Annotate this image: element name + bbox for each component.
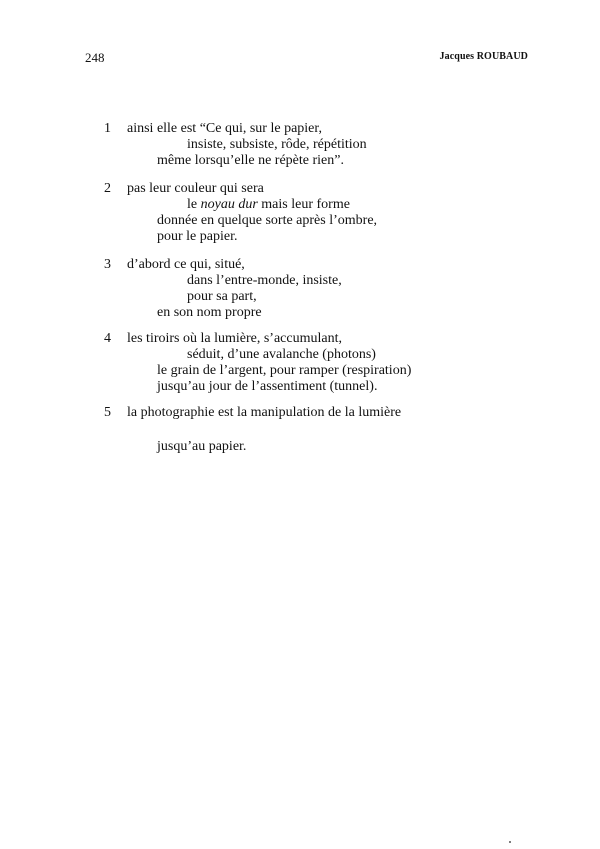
poem-line: même lorsqu’elle ne répète rien”.	[157, 153, 344, 168]
stanza-number: 1	[104, 121, 111, 136]
poem-line: pour sa part,	[187, 289, 257, 304]
page-number: 248	[85, 50, 105, 65]
poem-line: séduit, d’une avalanche (photons)	[187, 347, 376, 362]
stanza-number: 5	[104, 405, 111, 420]
poem-line: ainsi elle est “Ce qui, sur le papier,	[127, 121, 322, 136]
poem-line: jusqu’au papier.	[157, 439, 247, 454]
poem-line: pour le papier.	[157, 229, 238, 244]
poem-text: le	[187, 197, 198, 212]
poem-line: le grain de l’argent, pour ramper (respiration)	[157, 363, 412, 378]
stanza-number: 2	[104, 181, 111, 196]
poem-line: jusqu’au jour de l’assentiment (tunnel).	[157, 379, 378, 394]
poem-line: en son nom propre	[157, 305, 262, 320]
poem-line: pas leur couleur qui sera	[127, 181, 264, 196]
stanza-number: 3	[104, 257, 111, 272]
poem-line: la photographie est la manipulation de la lumière	[127, 405, 402, 420]
poem-line: d’abord ce qui, situé,	[127, 257, 245, 272]
poem-line: donnée en quelque sorte après l’ombre,	[157, 213, 378, 228]
poem-line: insiste, subsiste, rôde, répétition	[187, 137, 367, 152]
poem-italic-text: noyau dur	[200, 197, 258, 212]
running-head-author: Jacques ROUBAUD	[439, 51, 528, 62]
scan-speck	[509, 841, 511, 843]
poem-line: les tiroirs où la lumière, s’accumulant,	[127, 331, 342, 346]
stanza-number: 4	[104, 331, 111, 346]
poem-text: mais leur forme	[261, 197, 350, 212]
poem-line: dans l’entre-monde, insiste,	[187, 273, 342, 288]
